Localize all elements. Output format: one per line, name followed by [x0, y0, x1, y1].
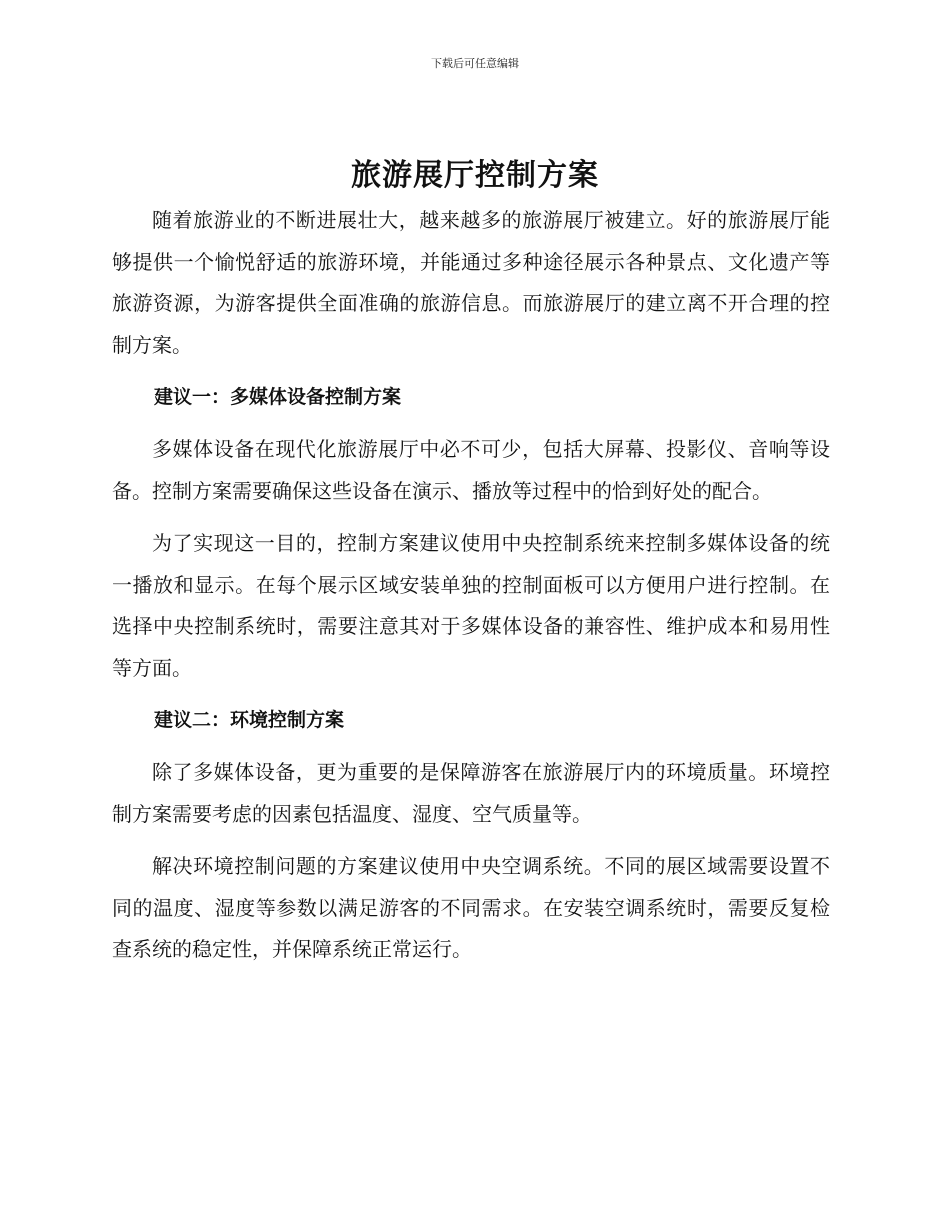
section-heading-multimedia: 建议一：多媒体设备控制方案 — [154, 386, 402, 408]
paragraph-multimedia-2: 为了实现这一目的，控制方案建议使用中央控制系统来控制多媒体设备的统一播放和显示。在每个展示区域安装单独的控制面板可以方便用户进行控制。在选择中央控制系统时，需要注意其对于多媒体设备的兼容性、维护成本和易用性等方面。 — [112, 531, 830, 680]
intro-paragraph: 随着旅游业的不断进展壮大，越来越多的旅游展厅被建立。好的旅游展厅能够提供一个愉悦舒适的旅游环境，并能通过多种途径展示各种景点、文化遗产等旅游资源，为游客提供全面准确的旅游信息。而旅游展厅的建立离不开合理的控制方案。 — [112, 208, 830, 357]
paragraph-multimedia-1: 多媒体设备在现代化旅游展厅中必不可少，包括大屏幕、投影仪、音响等设备。控制方案需要确保这些设备在演示、播放等过程中的恰到好处的配合。 — [112, 437, 830, 503]
document-body — [112, 200, 830, 982]
paragraph-environment-2: 解决环境控制问题的方案建议使用中央空调系统。不同的展区域需要设置不同的温度、湿度等参数以满足游客的不同需求。在安装空调系统时，需要反复检查系统的稳定性，并保障系统正常运行。 — [112, 854, 830, 961]
paragraph-environment-1: 除了多媒体设备，更为重要的是保障游客在旅游展厅内的环境质量。环境控制方案需要考虑的因素包括温度、湿度、空气质量等。 — [112, 760, 830, 826]
section-heading-environment: 建议二：环境控制方案 — [154, 709, 345, 731]
page-header-note: 下载后可任意编辑 — [431, 57, 519, 70]
document-title: 旅游展厅控制方案 — [351, 158, 599, 193]
